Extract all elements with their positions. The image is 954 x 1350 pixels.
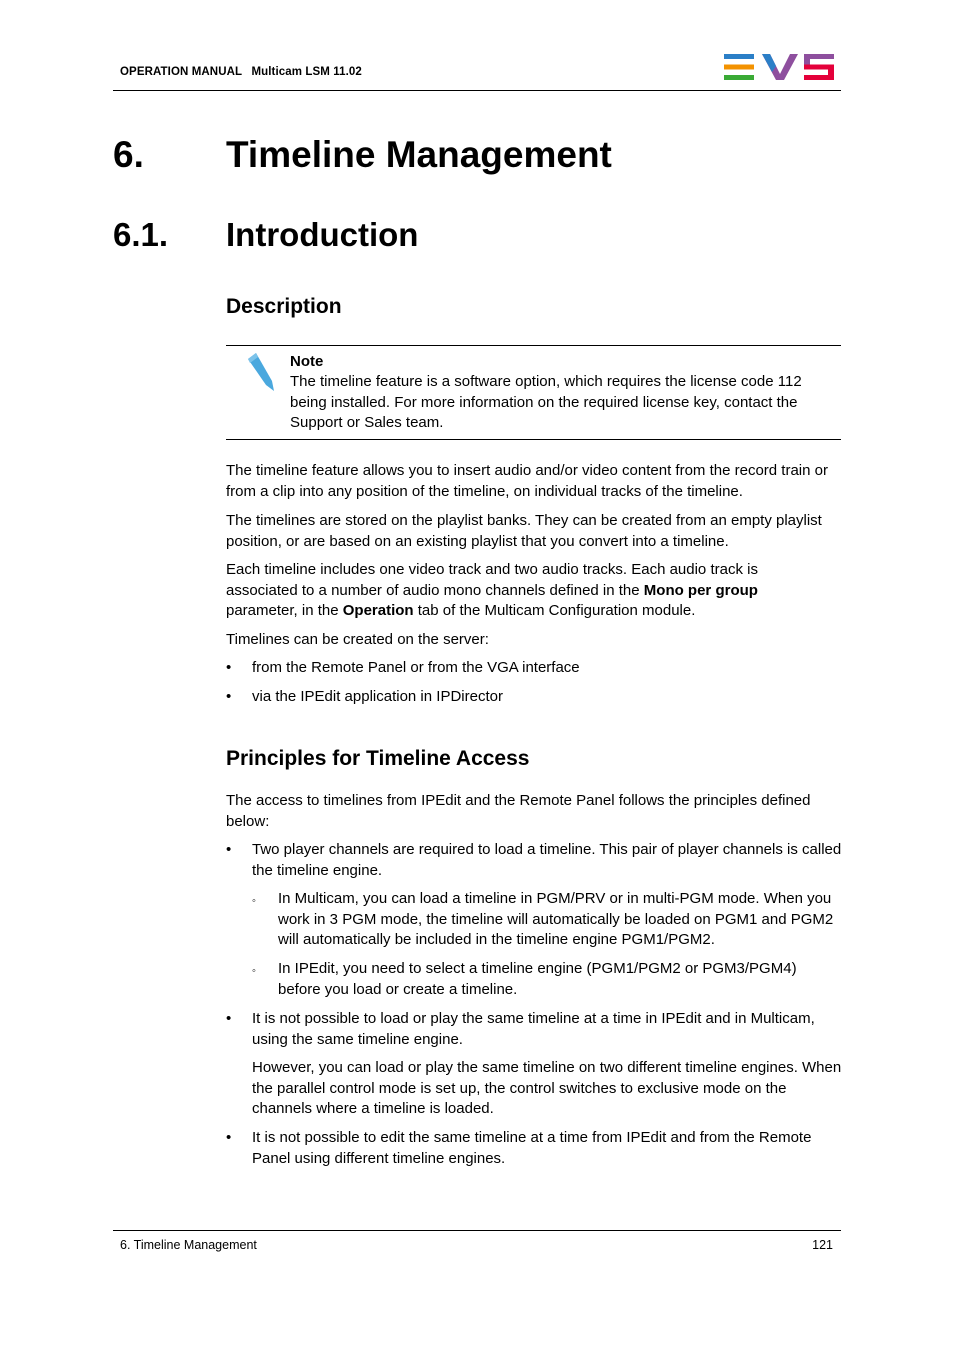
bullet-mark: • [226, 659, 232, 676]
pencil-icon [244, 353, 274, 393]
operation-tab-label: Operation [342, 602, 414, 619]
para3-text-2: parameter, in the [226, 602, 343, 619]
para3-text-3: tab of the Multicam Configuration module. [413, 602, 696, 619]
sub-bullet-mark: ◦ [252, 965, 256, 977]
section-title: Introduction [226, 216, 419, 253]
running-header [120, 66, 362, 78]
bullet-mark: • [226, 1129, 232, 1146]
list-item-text: It is not possible to edit the same timeline at a time from IPEdit and from the Remote Panel using different timeline engines. [252, 1129, 812, 1167]
bullet-mark: • [226, 841, 232, 858]
sub-list-item-text: In IPEdit, you need to select a timeline engine (PGM1/PGM2 or PGM3/PGM4) before you load or create a timeline. [278, 960, 797, 998]
bullet-mark: • [226, 688, 232, 705]
mono-per-group-label: Mono per group [643, 581, 758, 599]
note-title: Note [290, 353, 324, 370]
list-item-text: from the Remote Panel or from the VGA interface [252, 659, 580, 676]
chapter-title: Timeline Management [226, 134, 612, 175]
page-number: 121 [812, 1238, 833, 1252]
header-product: Multicam LSM 11.02 [251, 66, 362, 78]
note-text: The timeline feature is a software option, which requires the license code 112 being installed. For more information on the required license key, contact the Support or Sales team. [290, 373, 802, 431]
description-paragraph-1: The timeline feature allows you to insert audio and/or video content from the record train or from a clip into any position of the timeline, on individual tracks of the timeline. [226, 462, 828, 500]
list-item-continuation: However, you can load or play the same timeline on two different timeline engines. When the parallel control mode is set up, the control switches to exclusive mode on the channels where a timeline is loaded. [252, 1059, 842, 1117]
bullet-mark: • [226, 1010, 232, 1027]
section-heading [113, 216, 813, 260]
list-item-text: It is not possible to load or play the same timeline at a time in IPEdit and in Multicam, using the same timeline engine. [252, 1010, 815, 1048]
sub-bullet-mark: ◦ [252, 895, 256, 907]
header-doc-title: OPERATION MANUAL [120, 66, 243, 78]
description-heading: Description [226, 295, 342, 318]
section-number: 6.1. [113, 216, 169, 253]
sub-list-item-text: In Multicam, you can load a timeline in PGM/PRV or in multi-PGM mode. When you work in 3 PGM mode, the timeline will automatically be loaded on PGM1 and PGM2 will automatically be included in the timeline engine PGM1/PGM2. [278, 890, 834, 948]
list-item-text: via the IPEdit application in IPDirector [252, 688, 503, 705]
para3-text-1: Each timeline includes one video track and two audio tracks. Each audio track is associated to a number of audio mono channels defined in the [226, 561, 758, 599]
evs-logo [724, 52, 836, 82]
description-paragraph-4: Timelines can be created on the server: [226, 631, 489, 648]
footer-chapter: 6. Timeline Management [120, 1238, 257, 1252]
note-box [226, 345, 841, 440]
chapter-number: 6. [113, 134, 144, 175]
description-paragraph-2: The timelines are stored on the playlist banks. They can be created from an empty playlist position, or are based on an existing playlist that you convert into a timeline. [226, 512, 822, 550]
list-item-text: Two player channels are required to load a timeline. This pair of player channels is called the timeline engine. [252, 841, 842, 879]
header-rule [113, 90, 841, 91]
principles-intro: The access to timelines from IPEdit and the Remote Panel follows the principles defined below: [226, 792, 811, 830]
chapter-heading [113, 134, 813, 178]
footer-rule [113, 1230, 841, 1231]
principles-heading: Principles for Timeline Access [226, 747, 530, 770]
description-paragraph-3 [226, 560, 786, 622]
